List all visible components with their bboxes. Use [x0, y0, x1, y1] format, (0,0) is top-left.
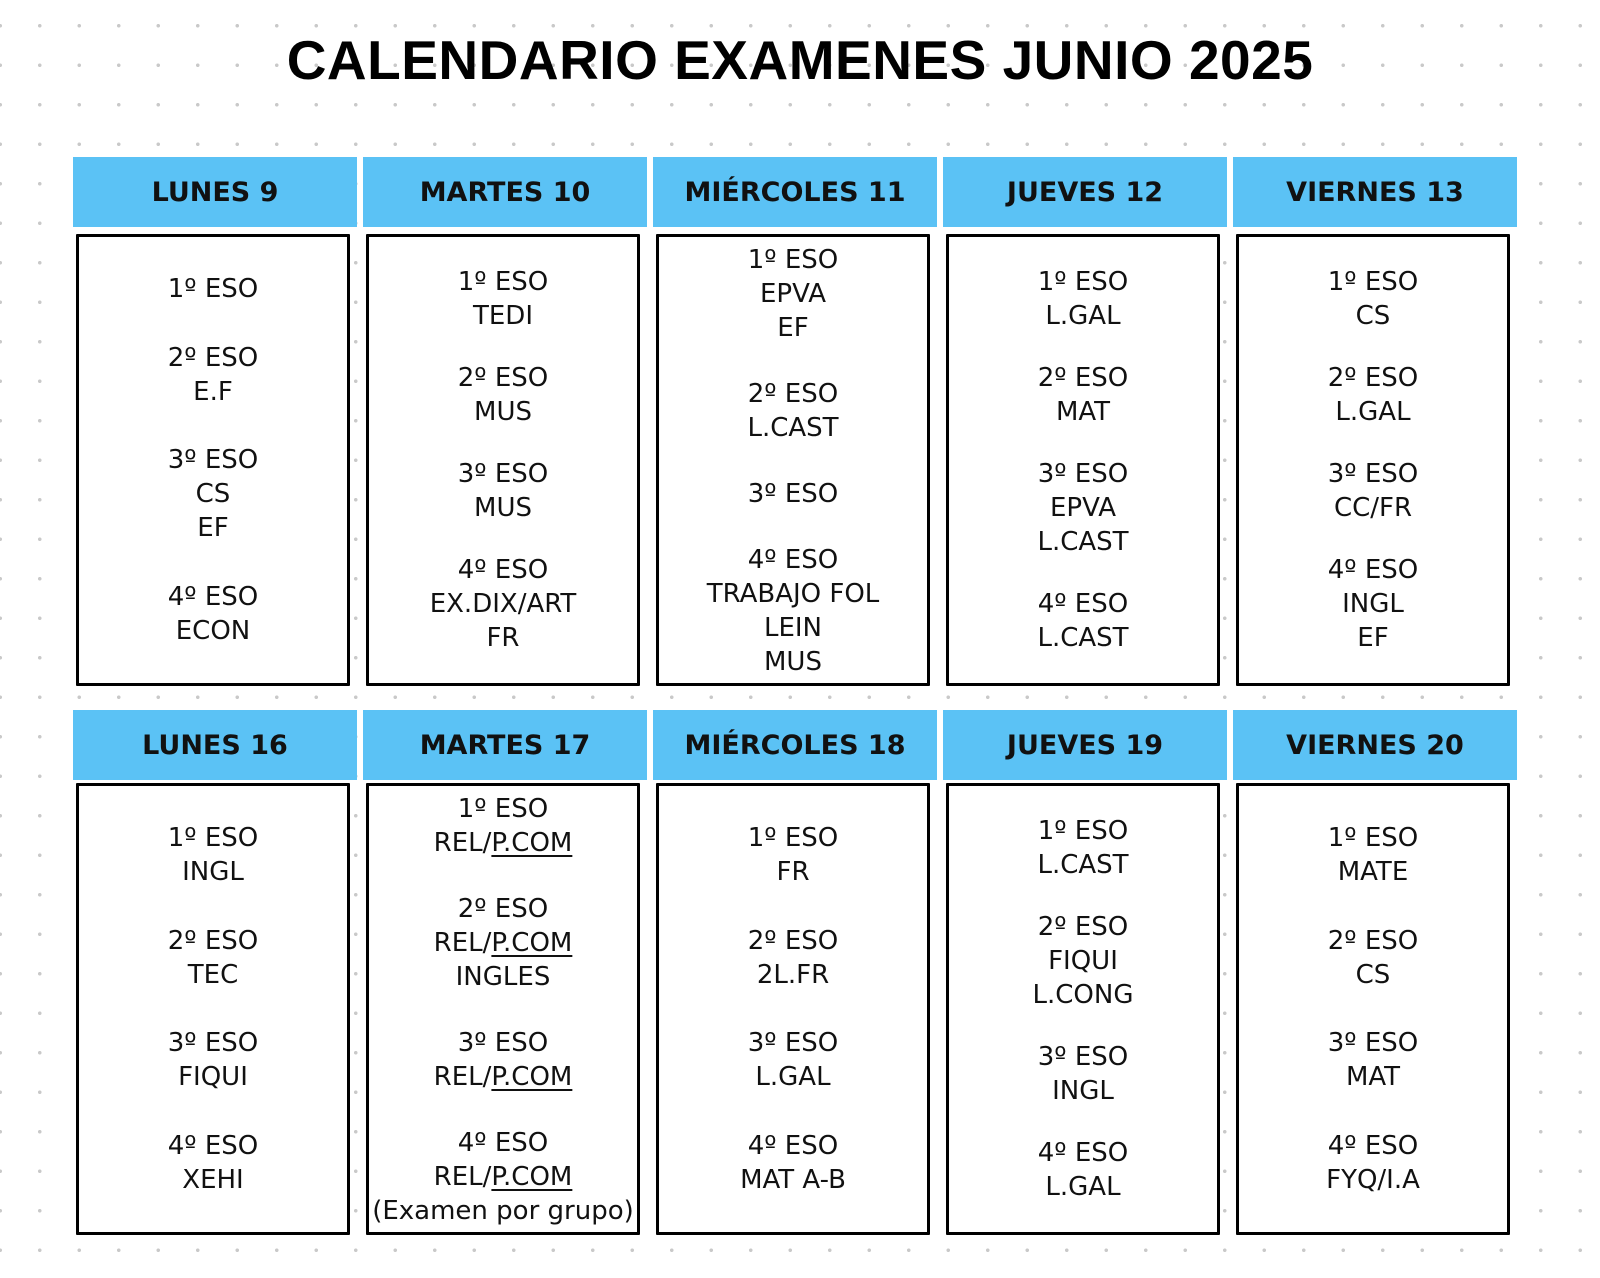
exam-group — [430, 553, 577, 655]
subject-pcom: P.COM — [491, 1162, 573, 1192]
exam-group — [1037, 457, 1128, 559]
level-label: 3º ESO — [747, 1028, 839, 1059]
day-miercoles-18 — [653, 710, 937, 1196]
subject-pcom: P.COM — [491, 828, 573, 858]
exam-subject: L.CAST — [747, 413, 839, 443]
exam-subject: MAT A-B — [740, 1165, 846, 1196]
day-header: LUNES 16 — [73, 710, 357, 780]
subject-rel: REL/ — [433, 928, 492, 958]
exam-group — [1038, 1040, 1128, 1108]
level-label: 4º ESO — [747, 545, 839, 575]
exam-subject: EPVA — [1049, 493, 1116, 523]
exam-group — [434, 792, 573, 860]
exam-subject: MAT — [1055, 397, 1111, 427]
day-viernes-20 — [1233, 710, 1517, 1196]
day-header: VIERNES 13 — [1233, 157, 1517, 227]
exam-subject: INGLES — [455, 962, 551, 992]
day-lunes-9 — [73, 157, 357, 647]
level-label: 2º ESO — [167, 925, 259, 956]
day-exams-box — [1236, 783, 1510, 1235]
exam-group — [748, 477, 838, 511]
exam-group — [168, 821, 258, 889]
level-label: 3º ESO — [457, 459, 549, 489]
exam-subject: EF — [777, 313, 809, 343]
exam-group — [747, 377, 838, 445]
exam-subject: L.GAL — [1045, 301, 1121, 331]
level-label: 1º ESO — [747, 822, 839, 853]
exam-subject: L.CONG — [1032, 980, 1134, 1010]
exam-group — [1328, 457, 1418, 525]
exam-group — [168, 1129, 258, 1197]
exam-subject: MUS — [474, 397, 532, 427]
day-exams-box — [366, 783, 640, 1235]
exam-subject: L.CAST — [1037, 527, 1129, 557]
day-jueves-12 — [943, 157, 1227, 653]
level-label: 2º ESO — [167, 342, 259, 373]
exam-group — [748, 924, 838, 992]
exam-subject: FR — [776, 856, 810, 887]
exam-group — [1328, 553, 1418, 655]
level-label: 4º ESO — [167, 582, 259, 613]
exam-subject: FIQUI — [1048, 946, 1118, 976]
exam-subject: TEC — [187, 959, 239, 990]
exam-group — [458, 457, 548, 525]
subject-rel: REL/ — [433, 1062, 492, 1092]
exam-subject: MAT — [1345, 1062, 1401, 1093]
level-label: 4º ESO — [1327, 555, 1419, 585]
exam-group — [1328, 821, 1418, 889]
subject-pcom: P.COM — [491, 1062, 573, 1092]
exam-group — [1038, 361, 1128, 429]
exam-subject: LEIN — [763, 613, 822, 643]
exam-group — [1037, 587, 1128, 655]
exam-subject: MATE — [1337, 856, 1409, 887]
level-label: 3º ESO — [1037, 459, 1129, 489]
day-header: MIÉRCOLES 18 — [653, 710, 937, 780]
level-label: 1º ESO — [167, 273, 259, 304]
day-exams-box — [76, 783, 350, 1235]
exam-subject: INGL — [1342, 589, 1404, 619]
level-label: 1º ESO — [1037, 816, 1129, 846]
day-header: JUEVES 19 — [943, 710, 1227, 780]
exam-group — [748, 243, 838, 345]
exam-group — [1328, 265, 1418, 333]
day-header: MARTES 10 — [363, 157, 647, 227]
exam-group — [458, 361, 548, 429]
level-label: 3º ESO — [1327, 459, 1419, 489]
level-label: 1º ESO — [457, 267, 549, 297]
day-header: MARTES 17 — [363, 710, 647, 780]
exam-subject: EF — [197, 513, 229, 544]
exam-subject: EX.DIX/ART — [429, 589, 577, 619]
subject-pcom: P.COM — [491, 928, 573, 958]
level-label: 2º ESO — [747, 379, 839, 409]
exam-group — [168, 1026, 258, 1094]
exam-group — [1326, 1129, 1420, 1197]
level-label: 4º ESO — [1037, 1138, 1129, 1168]
exam-subject: CS — [1355, 959, 1391, 990]
day-header: MIÉRCOLES 11 — [653, 157, 937, 227]
exam-subject: INGL — [1052, 1076, 1114, 1106]
exam-group — [1328, 361, 1418, 429]
level-label: 3º ESO — [1037, 1042, 1129, 1072]
level-label: 1º ESO — [167, 822, 259, 853]
exam-subject: TRABAJO FOL — [706, 579, 880, 609]
level-label: 2º ESO — [1327, 925, 1419, 956]
exam-group — [748, 821, 838, 889]
exam-subject — [434, 826, 573, 860]
exam-subject — [434, 926, 573, 960]
day-exams-box — [656, 234, 930, 686]
level-label: 3º ESO — [167, 1028, 259, 1059]
exam-subject: L.GAL — [1045, 1172, 1121, 1202]
day-header: LUNES 9 — [73, 157, 357, 227]
exam-group — [1328, 924, 1418, 992]
level-label: 4º ESO — [457, 555, 549, 585]
exam-group — [1037, 814, 1128, 882]
page-title: CALENDARIO EXAMENES JUNIO 2025 — [286, 29, 1314, 91]
exam-subject: CC/FR — [1333, 493, 1413, 523]
exam-group — [434, 892, 573, 994]
exam-note: (Examen por grupo) — [372, 1196, 634, 1226]
level-label: 3º ESO — [457, 1028, 549, 1058]
level-label: 2º ESO — [747, 925, 839, 956]
level-label: 4º ESO — [1037, 589, 1129, 619]
exam-subject: MUS — [474, 493, 532, 523]
day-exams-box — [656, 783, 930, 1235]
day-jueves-19 — [943, 710, 1227, 1202]
exam-subject: XEHI — [182, 1165, 244, 1196]
exam-subject: E.F — [193, 376, 233, 407]
level-label: 1º ESO — [1327, 822, 1419, 853]
exam-subject: EPVA — [759, 279, 826, 309]
day-miercoles-11 — [653, 157, 937, 677]
exam-subject: INGL — [182, 856, 244, 887]
level-label: 3º ESO — [747, 479, 839, 509]
exam-subject: L.CAST — [1037, 850, 1129, 880]
exam-subject: MUS — [764, 647, 822, 677]
exam-group — [434, 1026, 573, 1094]
level-label: 2º ESO — [457, 894, 549, 924]
exam-subject: L.GAL — [1335, 397, 1411, 427]
exam-subject — [434, 1060, 573, 1094]
exam-subject — [372, 1160, 634, 1194]
level-label: 3º ESO — [167, 445, 259, 476]
exam-group — [707, 543, 880, 679]
exam-subject: TEDI — [473, 301, 533, 331]
level-label: 1º ESO — [457, 794, 549, 824]
day-lunes-16 — [73, 710, 357, 1196]
exam-subject: FIQUI — [178, 1062, 248, 1093]
exam-group — [740, 1129, 846, 1197]
level-label: 2º ESO — [1037, 363, 1129, 393]
level-label: 2º ESO — [1327, 363, 1419, 393]
level-label: 4º ESO — [747, 1131, 839, 1162]
exam-group — [372, 1126, 634, 1228]
exam-subject: EF — [1357, 623, 1389, 653]
level-label: 2º ESO — [1037, 912, 1129, 942]
level-label: 1º ESO — [1327, 267, 1419, 297]
level-label: 4º ESO — [167, 1131, 259, 1162]
exam-subject: L.GAL — [755, 1062, 831, 1093]
day-martes-17 — [363, 710, 647, 1226]
day-exams-box — [946, 783, 1220, 1235]
exam-group — [168, 924, 258, 992]
day-viernes-13 — [1233, 157, 1517, 653]
subject-rel: REL/ — [433, 828, 492, 858]
exam-group — [1038, 1136, 1128, 1204]
level-label: 3º ESO — [1327, 1028, 1419, 1059]
exam-subject: L.CAST — [1037, 623, 1129, 653]
day-exams-box — [76, 234, 350, 686]
exam-group — [168, 580, 258, 648]
exam-group — [168, 443, 258, 545]
exam-group — [168, 341, 258, 409]
exam-subject: CS — [1355, 301, 1391, 331]
level-label: 4º ESO — [457, 1128, 549, 1158]
exam-subject: ECON — [175, 616, 251, 647]
exam-group — [1033, 910, 1134, 1012]
level-label: 4º ESO — [1327, 1131, 1419, 1162]
level-label: 1º ESO — [1037, 267, 1129, 297]
exam-group — [168, 272, 258, 306]
exam-subject: FR — [486, 623, 520, 653]
exam-group — [1038, 265, 1128, 333]
day-exams-box — [366, 234, 640, 686]
exam-subject: FYQ/I.A — [1326, 1165, 1420, 1196]
exam-subject: 2L.FR — [756, 959, 830, 990]
day-exams-box — [1236, 234, 1510, 686]
exam-group — [1328, 1026, 1418, 1094]
level-label: 2º ESO — [457, 363, 549, 393]
exam-subject: CS — [195, 479, 231, 510]
level-label: 1º ESO — [747, 245, 839, 275]
day-header: JUEVES 12 — [943, 157, 1227, 227]
subject-rel: REL/ — [433, 1162, 492, 1192]
day-header: VIERNES 20 — [1233, 710, 1517, 780]
exam-group — [458, 265, 548, 333]
day-martes-10 — [363, 157, 647, 653]
day-exams-box — [946, 234, 1220, 686]
exam-group — [748, 1026, 838, 1094]
